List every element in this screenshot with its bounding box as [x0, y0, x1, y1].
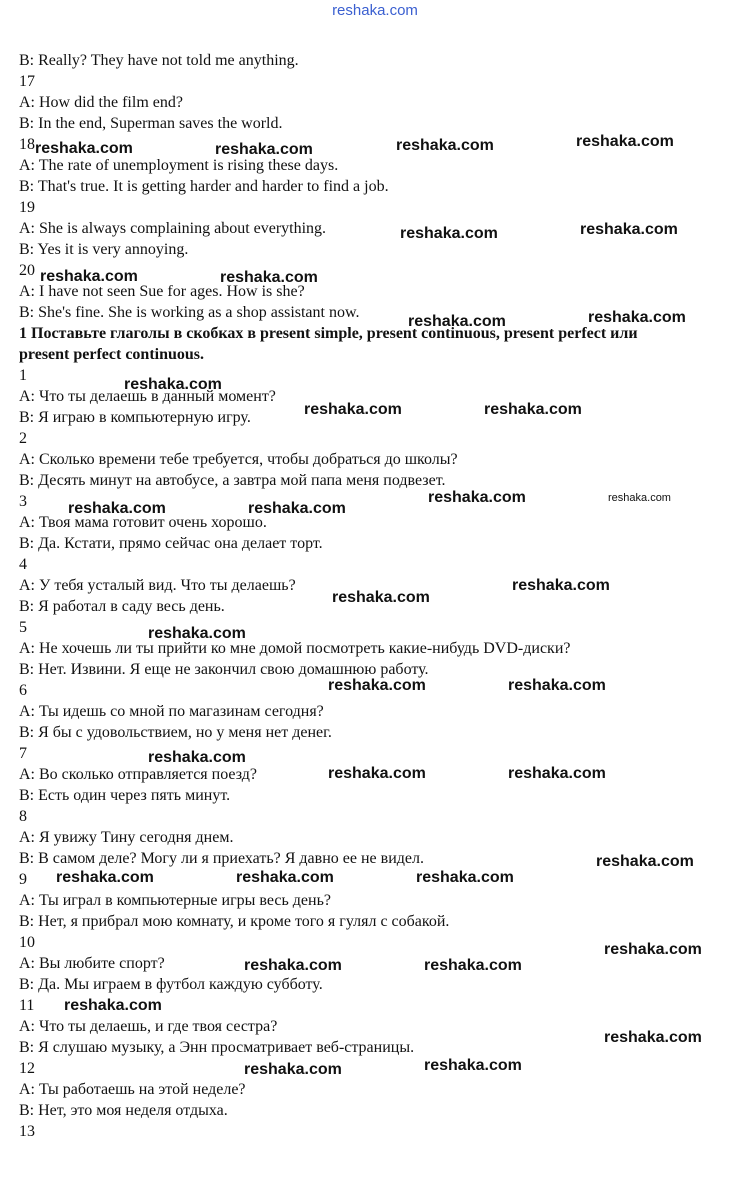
watermark: reshaka.com [576, 133, 674, 150]
watermark: reshaka.com [64, 997, 162, 1014]
line-01: B: Really? They have not told me anything. [19, 52, 299, 69]
watermark: reshaka.com [416, 869, 514, 886]
ru-line-03: B: Я играю в компьютерную игру. [19, 409, 251, 426]
line-13: B: She's fine. She is working as a shop assistant now. [19, 304, 360, 321]
ru-line-25: 9 [19, 871, 27, 888]
ru-line-07: 3 [19, 493, 27, 510]
line-02: 17 [19, 73, 35, 90]
ru-line-21: B: Есть один через пять минут. [19, 787, 231, 804]
watermark: reshaka.com [236, 869, 334, 886]
watermark: reshaka.com [604, 1029, 702, 1046]
ru-line-11: A: У тебя усталый вид. Что ты делаешь? [19, 577, 296, 594]
ru-line-14: A: Не хочешь ли ты прийти ко мне домой посмотреть какие-нибудь DVD-диски? [19, 640, 571, 657]
watermark: reshaka.com [484, 401, 582, 418]
watermark: reshaka.com [148, 625, 246, 642]
watermark: reshaka.com [512, 577, 610, 594]
watermark: reshaka.com [248, 500, 346, 517]
ru-line-23: A: Я увижу Тину сегодня днем. [19, 829, 234, 846]
watermark: reshaka.com [588, 309, 686, 326]
watermark: reshaka.com [604, 941, 702, 958]
ru-line-36: B: Нет, это моя неделя отдыха. [19, 1102, 228, 1119]
watermark: reshaka.com [508, 677, 606, 694]
watermark: reshaka.com [408, 313, 506, 330]
watermark: reshaka.com [244, 957, 342, 974]
ru-line-15: B: Нет. Извини. Я еще не закончил свою домашнюю работу. [19, 661, 429, 678]
watermark: reshaka.com [148, 749, 246, 766]
line-05: 18 [19, 136, 35, 153]
ru-line-26: A: Ты играл в компьютерные игры весь день? [19, 892, 331, 909]
line-10: B: Yes it is very annoying. [19, 241, 189, 258]
ru-line-35: A: Ты работаешь на этой неделе? [19, 1081, 246, 1098]
ru-line-24: B: В самом деле? Могу ли я приехать? Я давно ее не видел. [19, 850, 424, 867]
ru-line-32: A: Что ты делаешь, и где твоя сестра? [19, 1018, 278, 1035]
ru-line-01: 1 [19, 367, 27, 384]
watermark: reshaka.com [215, 141, 313, 158]
watermark: reshaka.com [40, 268, 138, 285]
watermark: reshaka.com [56, 869, 154, 886]
ru-line-17: A: Ты идешь со мной по магазинам сегодня? [19, 703, 324, 720]
line-07: B: That's true. It is getting harder and harder to find a job. [19, 178, 389, 195]
ru-line-12: B: Я работал в саду весь день. [19, 598, 225, 615]
ru-line-02: A: Что ты делаешь в данный момент? [19, 388, 276, 405]
watermark: reshaka.com [608, 492, 671, 504]
line-03: A: How did the film end? [19, 94, 183, 111]
watermark: reshaka.com [328, 677, 426, 694]
line-09: A: She is always complaining about everything. [19, 220, 327, 237]
line-12: A: I have not seen Sue for ages. How is she? [19, 283, 305, 300]
line-04: B: In the end, Superman saves the world. [19, 115, 283, 132]
watermark: reshaka.com [35, 140, 133, 157]
watermark: reshaka.com [396, 137, 494, 154]
watermark: reshaka.com [124, 376, 222, 393]
watermark: reshaka.com [508, 765, 606, 782]
exercise-heading-line1: 1 Поставьте глаголы в скобках в present simple, present continuous, present perfect или [19, 325, 638, 342]
ru-line-09: B: Да. Кстати, прямо сейчас она делает торт. [19, 535, 323, 552]
watermark: reshaka.com [332, 589, 430, 606]
ru-line-37: 13 [19, 1123, 35, 1140]
ru-line-20: A: Во сколько отправляется поезд? [19, 766, 257, 783]
site-header[interactable]: reshaka.com [332, 2, 418, 19]
line-11: 20 [19, 262, 35, 279]
ru-line-08: A: Твоя мама готовит очень хорошо. [19, 514, 267, 531]
watermark: reshaka.com [304, 401, 402, 418]
watermark: reshaka.com [328, 765, 426, 782]
line-06: A: The rate of unemployment is rising these days. [19, 157, 339, 174]
ru-line-22: 8 [19, 808, 27, 825]
watermark: reshaka.com [424, 957, 522, 974]
ru-line-28: 10 [19, 934, 35, 951]
ru-line-27: B: Нет, я прибрал мою комнату, и кроме того я гулял с собакой. [19, 913, 450, 930]
ru-line-30: B: Да. Мы играем в футбол каждую субботу. [19, 976, 323, 993]
ru-line-05: A: Сколько времени тебе требуется, чтобы добраться до школы? [19, 451, 458, 468]
watermark: reshaka.com [68, 500, 166, 517]
watermark: reshaka.com [220, 269, 318, 286]
ru-line-04: 2 [19, 430, 27, 447]
watermark: reshaka.com [244, 1061, 342, 1078]
watermark: reshaka.com [424, 1057, 522, 1074]
ru-line-19: 7 [19, 745, 27, 762]
watermark: reshaka.com [580, 221, 678, 238]
watermark: reshaka.com [428, 489, 526, 506]
ru-line-10: 4 [19, 556, 27, 573]
ru-line-18: B: Я бы с удовольствием, но у меня нет денег. [19, 724, 332, 741]
exercise-heading-line2: present perfect continuous. [19, 346, 205, 363]
line-08: 19 [19, 199, 35, 216]
watermark: reshaka.com [400, 225, 498, 242]
ru-line-13: 5 [19, 619, 27, 636]
ru-line-29: A: Вы любите спорт? [19, 955, 165, 972]
ru-line-16: 6 [19, 682, 27, 699]
ru-line-33: B: Я слушаю музыку, а Энн просматривает веб-страницы. [19, 1039, 415, 1056]
watermark: reshaka.com [596, 853, 694, 870]
ru-line-31: 11 [19, 997, 35, 1014]
ru-line-06: B: Десять минут на автобусе, а завтра мой папа меня подвезет. [19, 472, 446, 489]
ru-line-34: 12 [19, 1060, 35, 1077]
